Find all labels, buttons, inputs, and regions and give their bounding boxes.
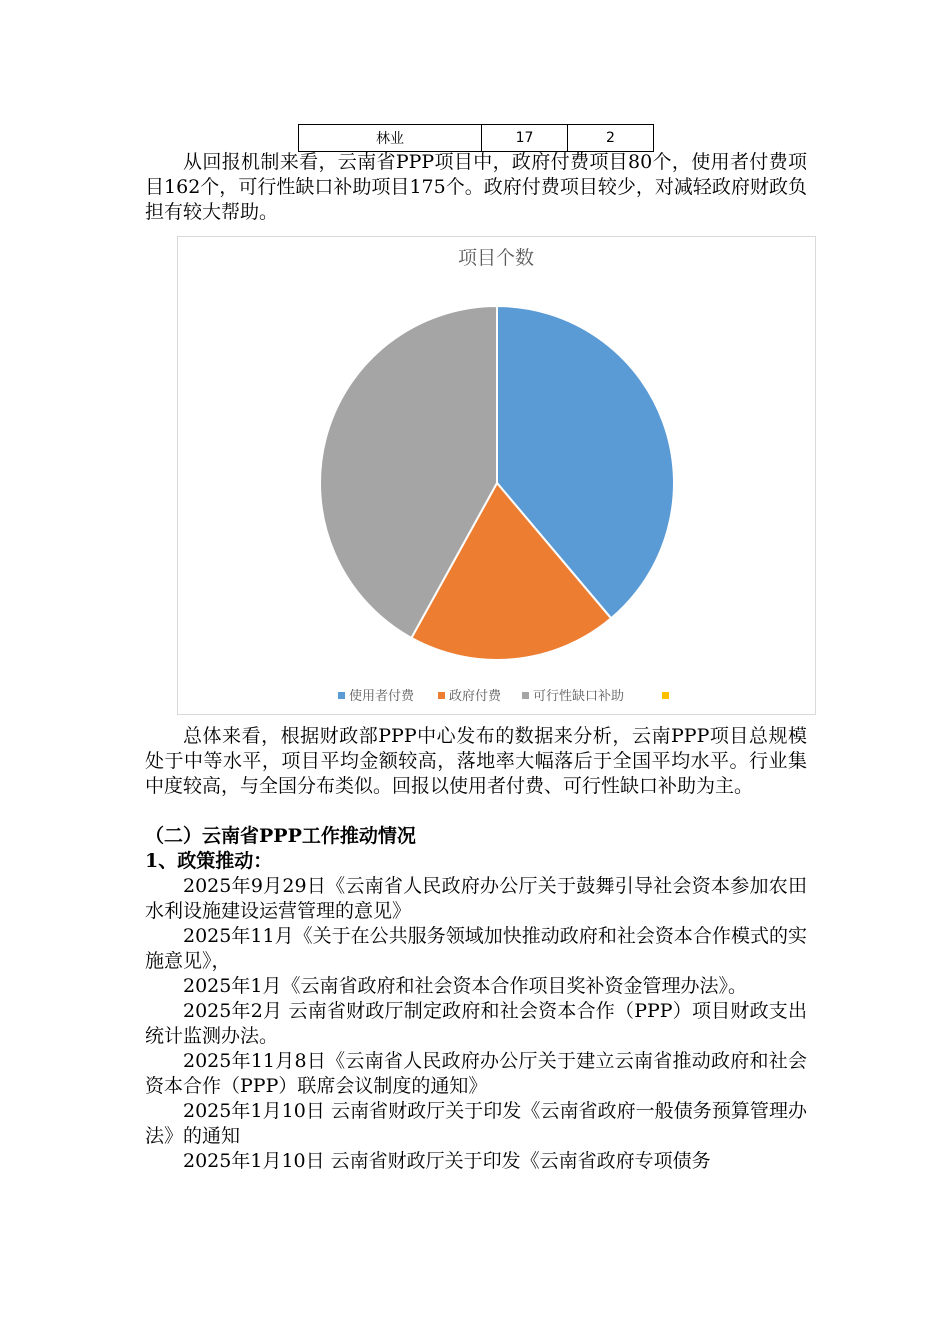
legend-label-0: 使用者付费 <box>349 689 415 704</box>
paragraph-text: 从回报机制来看，云南省PPP项目中，政府付费项目80个，使用者付费项目162个，可行性缺口补助项目175个。政府付费项目较少，对减轻政府财政负担有较大帮助。 <box>145 151 807 223</box>
chart-title: 项目个数 <box>457 247 535 269</box>
pie-chart <box>177 236 816 715</box>
table-row <box>299 125 654 152</box>
legend-label-1: 政府付费 <box>449 689 502 704</box>
policy-item: 2025年9月29日《云南省人民政府办公厅关于鼓舞引导社会资本参加农田水利设施建设运营管理的意见》 <box>145 875 807 922</box>
paragraph-summary <box>145 724 807 799</box>
table-cell-industry: 林业 <box>299 125 482 152</box>
paragraph-return-mechanism <box>145 150 807 225</box>
paragraph-text: 总体来看，根据财政部PPP中心发布的数据来分析，云南PPP项目总规模处于中等水平，项目平均金额较高，落地率大幅落后于全国平均水平。行业集中度较高，与全国分布类似。回报以使用者付费、可行性缺口补助为主。 <box>145 725 807 797</box>
sub-heading: 1、政策推动： <box>145 850 273 872</box>
table-cell-count1: 17 <box>482 125 568 152</box>
legend-swatch-3 <box>662 692 669 699</box>
section-policy <box>145 824 807 1174</box>
policy-item: 2025年2月 云南省财政厅制定政府和社会资本合作（PPP）项目财政支出统计监测办法。 <box>145 1000 807 1047</box>
pie-chart-svg <box>178 237 815 714</box>
legend-label-2: 可行性缺口补助 <box>533 689 625 704</box>
industry-table <box>298 124 654 152</box>
legend-swatch-2 <box>522 692 529 699</box>
section-heading: （二）云南省PPP工作推动情况 <box>145 825 416 847</box>
policy-item: 2025年1月10日 云南省财政厅关于印发《云南省政府专项债务 <box>183 1150 711 1172</box>
legend-swatch-0 <box>338 692 345 699</box>
policy-item: 2025年1月10日 云南省财政厅关于印发《云南省政府一般债务预算管理办法》的通知 <box>145 1100 807 1147</box>
policy-item: 2025年11月《关于在公共服务领域加快推动政府和社会资本合作模式的实施意见》， <box>145 925 807 972</box>
table-cell-count2: 2 <box>568 125 654 152</box>
policy-item: 2025年11月8日《云南省人民政府办公厅关于建立云南省推动政府和社会资本合作（PPP）联席会议制度的通知》 <box>145 1050 807 1097</box>
legend-swatch-1 <box>438 692 445 699</box>
policy-item: 2025年1月《云南省政府和社会资本合作项目奖补资金管理办法》。 <box>183 975 747 997</box>
